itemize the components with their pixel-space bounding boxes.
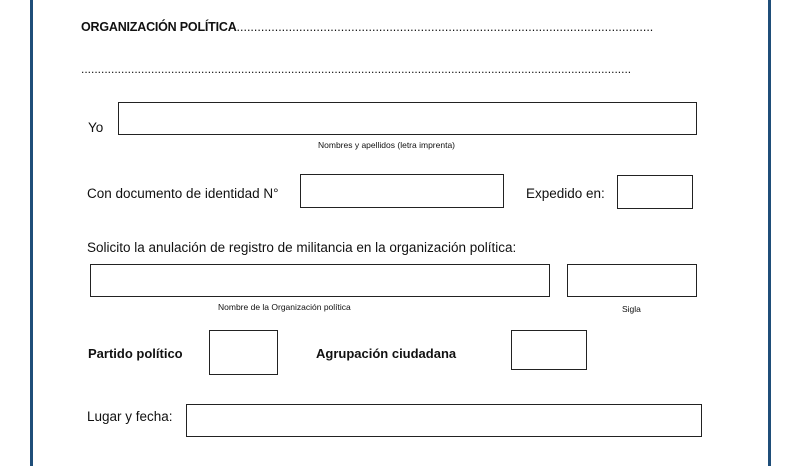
request-text: Solicito la anulación de registro de militancia en la organización política:: [87, 240, 517, 255]
id-document-label: Con documento de identidad N°: [87, 186, 279, 201]
political-party-label: Partido político: [88, 346, 183, 361]
political-party-checkbox[interactable]: [209, 330, 278, 375]
place-date-label: Lugar y fecha:: [87, 409, 173, 424]
organization-name-field[interactable]: [90, 264, 550, 297]
organization-dots: ........................................................................................................................: [236, 20, 654, 34]
acronym-caption: Sigla: [622, 304, 641, 314]
organization-label: ORGANIZACIÓN POLÍTICA: [81, 20, 237, 34]
issued-in-label: Expedido en:: [526, 186, 605, 201]
acronym-field[interactable]: [567, 264, 697, 297]
citizen-group-label: Agrupación ciudadana: [316, 346, 457, 361]
issued-in-field[interactable]: [617, 175, 693, 209]
organization-heading: [81, 20, 653, 34]
full-name-field[interactable]: [118, 102, 697, 135]
yo-label: Yo: [88, 120, 104, 135]
full-name-caption: Nombres y apellidos (letra imprenta): [318, 140, 455, 150]
id-document-field[interactable]: [300, 174, 504, 208]
organization-second-line: .....................................................................................................................................................................: [81, 62, 632, 76]
citizen-group-checkbox[interactable]: [511, 330, 587, 370]
organization-name-caption: Nombre de la Organización política: [218, 302, 351, 312]
place-date-field[interactable]: [186, 404, 702, 437]
